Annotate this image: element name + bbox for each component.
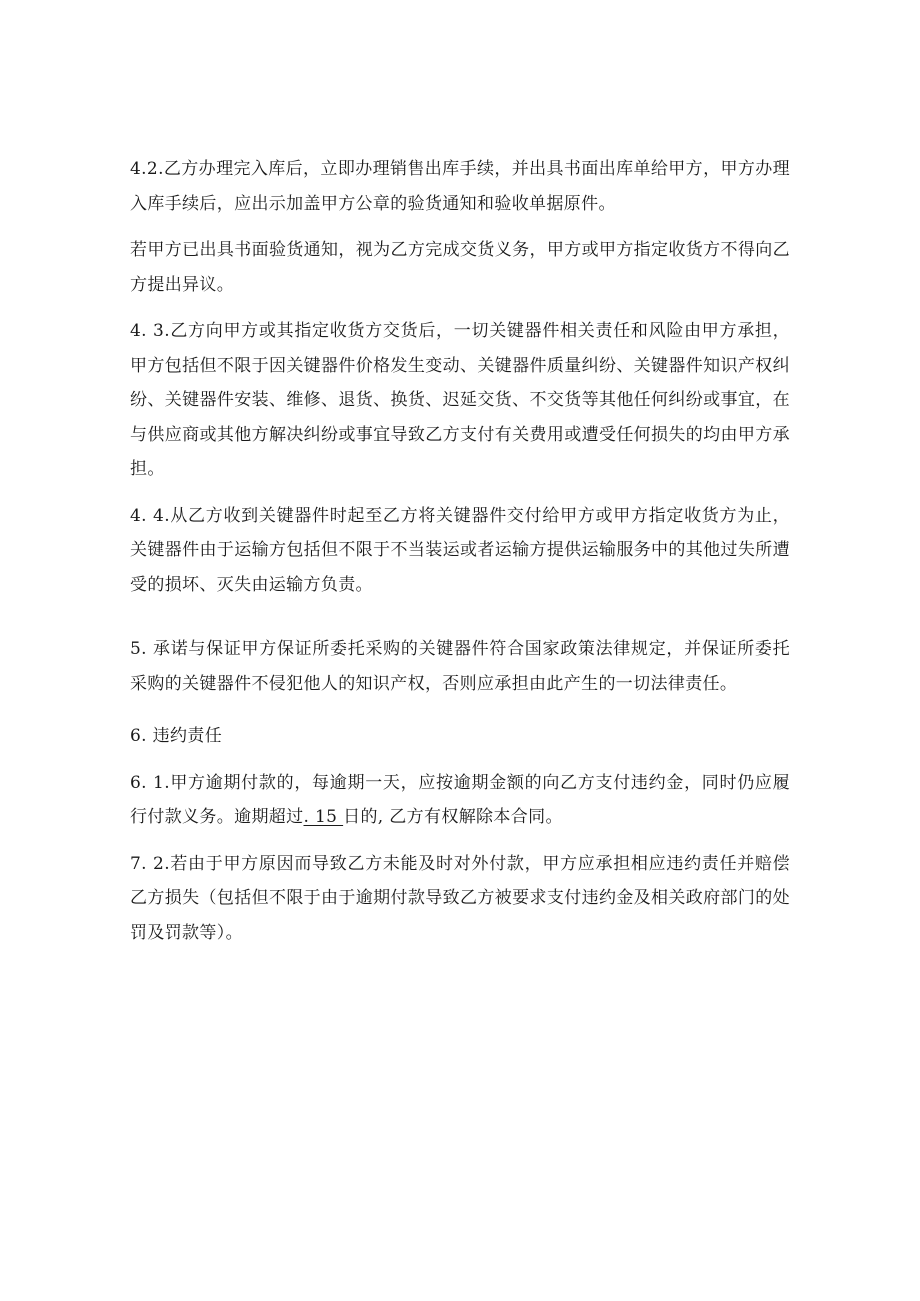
clause-4-2-note: 若甲方已出具书面验货通知，视为乙方完成交货义务，甲方或甲方指定收货方不得向乙方提出异议。	[130, 240, 790, 295]
clause-7-2: 7. 2.若由于甲方原因而导致乙方未能及时对外付款，甲方应承担相应违约责任并赔偿乙方损失（包括但不限于由于逾期付款导致乙方被要求支付违约金及相关政府部门的处罚及罚款等）。	[130, 853, 790, 943]
document-body	[130, 152, 790, 962]
clause-4-4: 4. 4.从乙方收到关键器件时起至乙方将关键器件交付给甲方或甲方指定收货方为止，关键器件由于运输方包括但不限于不当装运或者运输方提供运输服务中的其他过失所遭受的损坏、灭失由运输方负责。	[130, 505, 790, 595]
clause-4-3: 4. 3.乙方向甲方或其指定收货方交货后，一切关键器件相关责任和风险由甲方承担，甲方包括但不限于因关键器件价格发生变动、关键器件质量纠纷、关键器件知识产权纠纷、关键器件安装、维修、退货、换货、迟延交货、不交货等其他任何纠纷或事宜，在与供应商或其他方解决纠纷或事宜导致乙方支付有关费用或遭受任何损失的均由甲方承担。	[130, 321, 790, 479]
clause-6-1	[130, 766, 790, 835]
clause-4-2: 4.2.乙方办理完入库后，立即办理销售出库手续，并出具书面出库单给甲方，甲方办理入库手续后，应出示加盖甲方公章的验货通知和验收单据原件。	[130, 159, 790, 214]
clause-6-heading: 6. 违约责任	[130, 726, 223, 746]
clause-5: 5. 承诺与保证甲方保证所委托采购的关键器件符合国家政策法律规定，并保证所委托采购的关键器件不侵犯他人的知识产权，否则应承担由此产生的一切法律责任。	[130, 639, 790, 694]
overdue-days-blank: . 15	[303, 807, 344, 827]
clause-6-1-text-b: 日的, 乙方有权解除本合同。	[343, 807, 563, 827]
clause-6-1-text-a: 6. 1.甲方逾期付款的，每逾期一天，应按逾期金额的向乙方支付违约金，同时仍应履行付款义务。逾期超过	[130, 772, 790, 827]
